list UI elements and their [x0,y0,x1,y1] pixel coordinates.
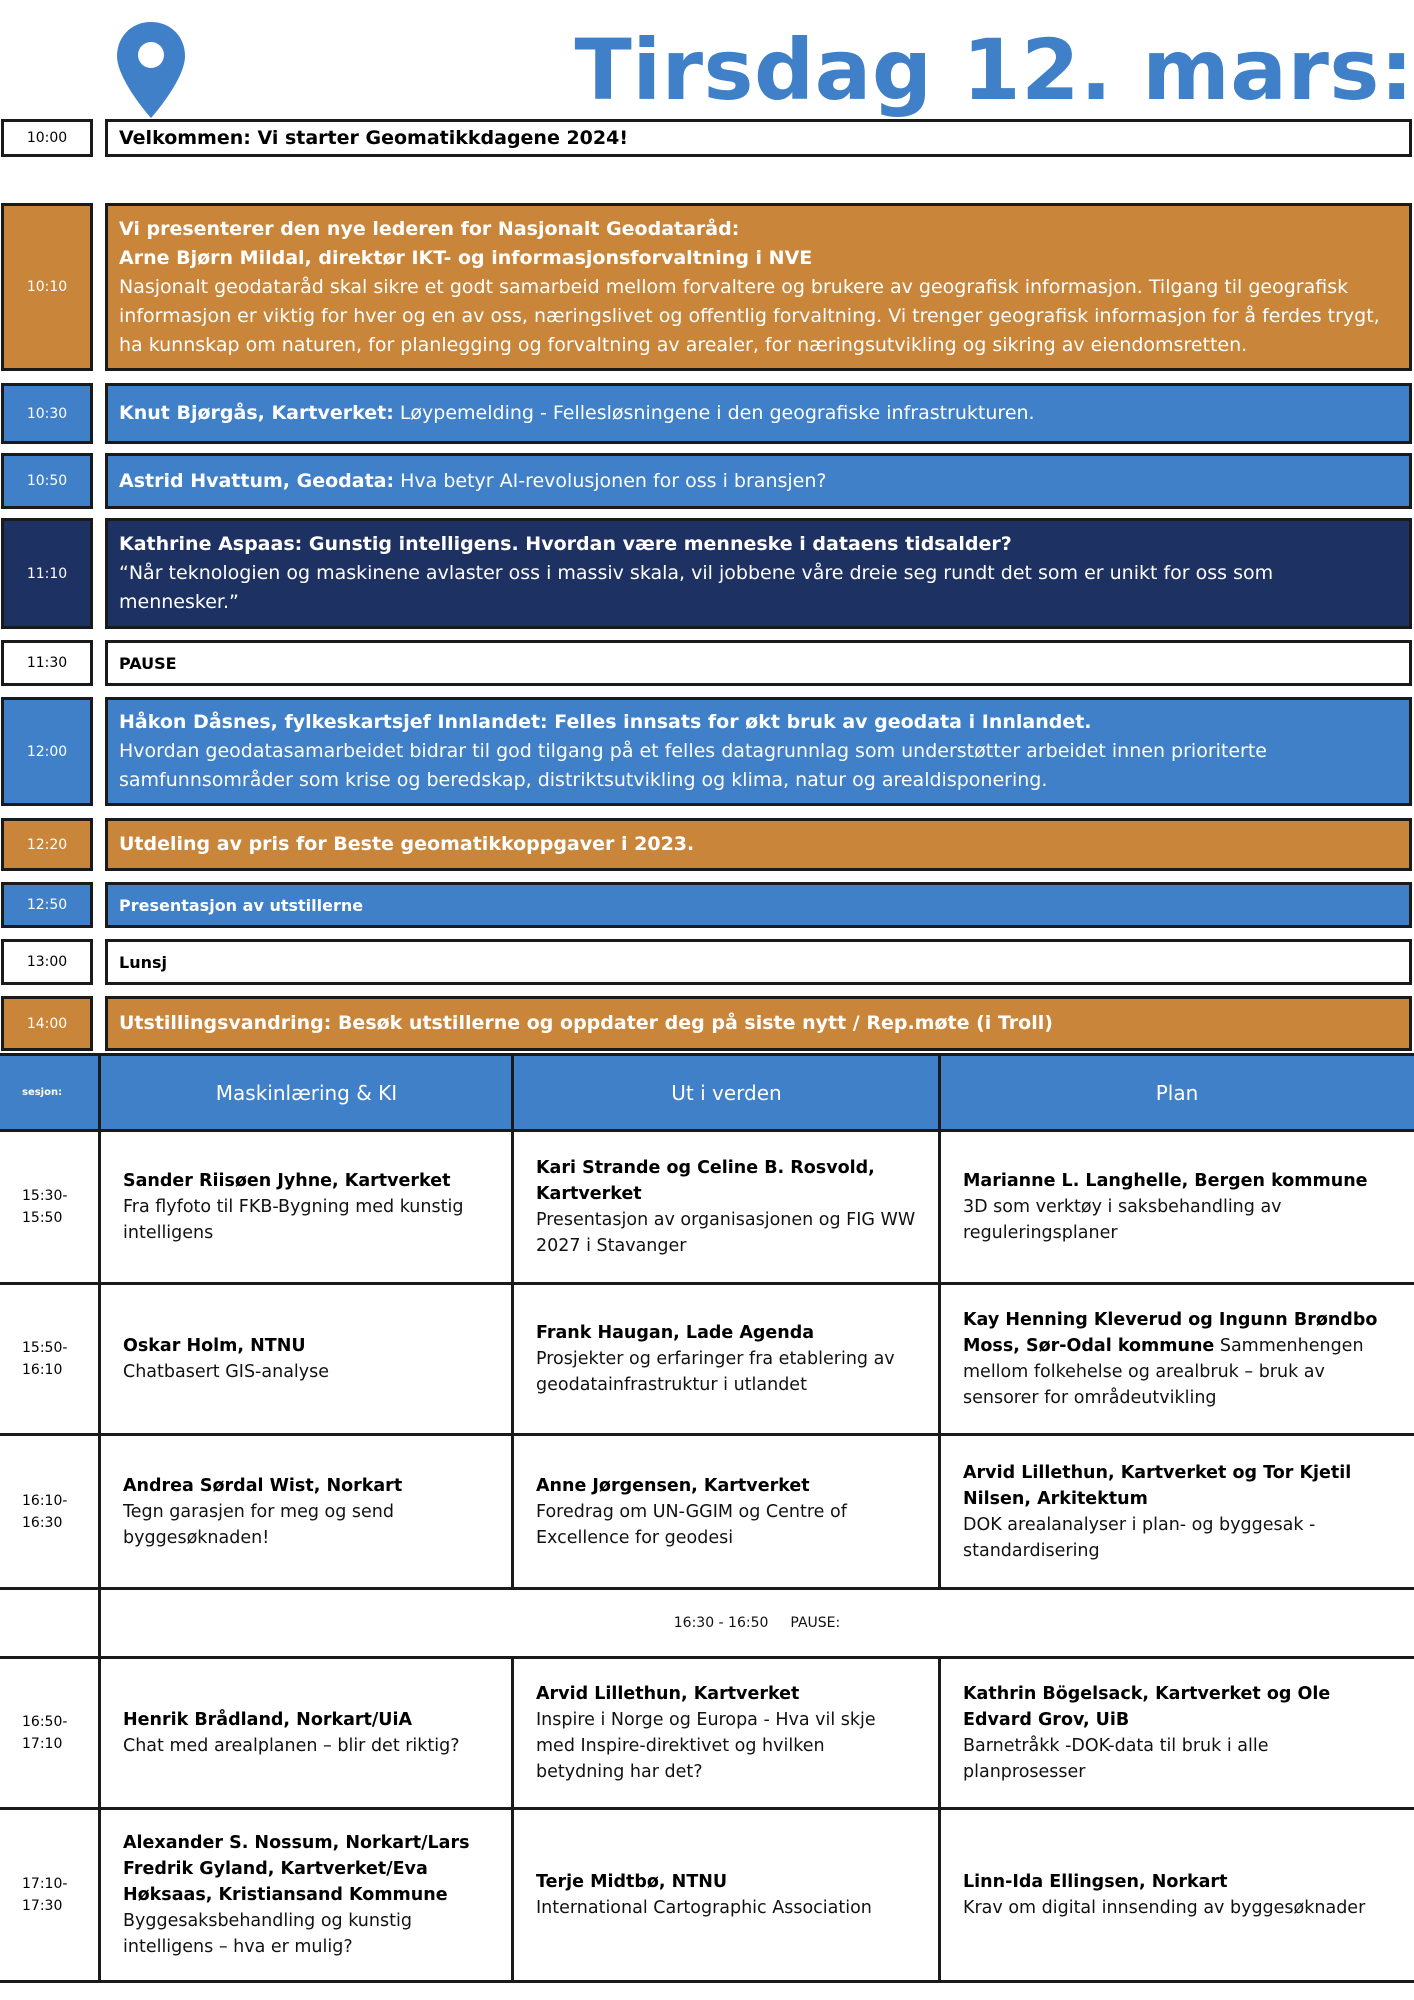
session-cell [101,1436,511,1587]
session-cell [941,1285,1414,1433]
session-cell [941,1436,1414,1587]
session-talk: Chatbasert GIS-analyse [123,1362,330,1382]
agenda-content [105,640,1412,686]
session-grid [0,1053,1414,1983]
session-label [0,1056,100,1129]
session-speaker: Alexander S. Nossum, Norkart/Lars Fredrik Gyland, Kartverket/Eva Høksaas, Kristiansand Kommune [123,1833,470,1905]
session-time: 16:10- 16:30 [22,1492,68,1531]
agenda-title: Kathrine Aspaas: Gunstig intelligens. Hvordan være menneske i dataens tidsalder? [119,533,1012,555]
agenda-row-1110 [0,518,1414,629]
track-header-plan: Plan [1155,1080,1199,1105]
agenda-description: Løypemelding - Fellesløsningene i den geografiske infrastrukturen. [393,402,1035,424]
session-talk: International Cartographic Association [536,1898,872,1918]
agenda-content [105,882,1412,928]
agenda-title: Utdeling av pris for Beste geomatikkoppgaver i 2023. [119,833,695,855]
agenda-row-1010 [0,203,1414,371]
session-talk: Krav om digital innsending av byggesøknader [963,1898,1366,1918]
agenda-content [105,697,1412,806]
time-cell: 10:50 [1,453,93,509]
track-header-ut-i-verden: Ut i verden [671,1080,782,1105]
pause-time: 16:30 - 16:50 [673,1615,769,1631]
time-cell: 14:00 [1,996,93,1051]
time-cell: 12:50 [1,882,93,928]
agenda-title-line: Vi presenterer den nye lederen for Nasjonalt Geodataråd: [119,217,740,240]
agenda-description: Hvordan geodatasamarbeidet bidrar til god tilgang på et felles datagrunnlag som understøtter arbeidet innen prioriterte samfunnsområder som krise og beredskap, distriktsutvikling og klima, natur og arealdisponering. [119,740,1267,791]
session-time: 15:50- 16:10 [22,1340,68,1378]
agenda-row-1030 [0,383,1414,444]
session-speaker: Kari Strande og Celine B. Rosvold, Kartverket [536,1158,875,1204]
agenda-title: Lunsj [119,952,167,972]
session-talk: Foredrag om UN-GGIM og Centre of Excellence for geodesi [536,1501,847,1548]
agenda-content [105,818,1412,871]
agenda-row-1400 [0,996,1414,1051]
session-speaker: Anne Jørgensen, Kartverket [536,1475,810,1496]
track-header-maskinlaering: Maskinlæring & KI [215,1080,398,1105]
session-talk: Barnetråkk -DOK-data til bruk i alle planprosesser [963,1736,1269,1782]
session-cell [941,1810,1414,1980]
session-speaker: Sander Riisøen Jyhne, Kartverket [123,1171,451,1191]
time-cell: 10:00 [1,119,93,157]
session-speaker: Andrea Sørdal Wist, Norkart [123,1475,403,1496]
agenda-content [105,203,1412,371]
session-speaker: Terje Midtbø, NTNU [536,1872,728,1892]
agenda-content [105,996,1412,1051]
session-cell [101,1659,511,1807]
session-talk: Chat med arealplanen – blir det riktig? [123,1736,460,1756]
agenda-title: Utstillingsvandring: Besøk utstillerne og oppdater deg på siste nytt / Rep.møte (i Troll) [119,1012,1053,1034]
session-talk: 3D som verktøy i saksbehandling av reguleringsplaner [963,1197,1282,1243]
agenda-content [105,119,1412,157]
time-cell: 12:20 [1,818,93,871]
session-label-text: sesjon: [22,1087,63,1098]
session-cell [514,1659,938,1807]
session-talk: Inspire i Norge og Europa - Hva vil skje med Inspire-direktivet og hvilken betydning har det? [536,1710,876,1782]
session-talk: Sammenhengen mellom folkehelse og arealbruk – bruk av sensorer for områdeutvikling [963,1336,1364,1408]
session-speaker: Linn-Ida Ellingsen, Norkart [963,1872,1228,1892]
time-cell: 12:00 [1,697,93,806]
session-talk: Prosjekter og erfaringer fra etablering av geodatainfrastruktur i utlandet [536,1349,895,1395]
session-cell [941,1659,1414,1807]
session-talk: Byggesaksbehandling og kunstig intelligens – hva er mulig? [123,1911,412,1957]
session-speaker: Frank Haugan, Lade Agenda [536,1323,815,1343]
time-cell: 10:30 [1,383,93,444]
agenda-content [105,518,1412,629]
agenda-speaker: Knut Bjørgås, Kartverket: [119,402,394,424]
agenda-content [105,453,1412,509]
session-speaker: Arvid Lillethun, Kartverket [536,1684,800,1704]
time-cell: 11:30 [1,640,93,686]
agenda-title-line: Arne Bjørn Mildal, direktør IKT- og informasjonsforvaltning i NVE [119,246,813,269]
session-cell [101,1285,511,1433]
agenda-title: PAUSE [119,653,177,673]
time-cell: 13:00 [1,939,93,985]
pause-label: PAUSE: [790,1615,841,1631]
session-talk: Presentasjon av organisasjonen og FIG WW 2027 i Stavanger [536,1210,916,1256]
map-pin-icon [115,20,187,120]
agenda-description: Nasjonalt geodataråd skal sikre et godt samarbeid mellom forvaltere og brukere av geografisk informasjon. Tilgang til geografisk informasjon er viktig for hver og en av oss, næringslivet og offentlig forvaltning. Vi trenger geografisk informasjon for å ferdes trygt, ha kunnskap om naturen, for planlegging og forvaltning av arealer, for næringsutvikling og sikring av eiendomsretten. [119,275,1380,356]
page-title: Tirsdag 12. mars: [574,21,1414,119]
agenda-row-1000 [0,119,1414,157]
session-time: 16:50- 17:10 [22,1714,68,1752]
session-time: 15:30- 15:50 [22,1188,68,1226]
time-cell: 11:10 [1,518,93,629]
session-talk: Fra flyfoto til FKB-Bygning med kunstig intelligens [123,1197,464,1243]
agenda-title: Presentasjon av utstillerne [119,895,364,915]
agenda-row-1300 [0,939,1414,985]
agenda-row-1250 [0,882,1414,928]
session-speaker: Arvid Lillethun, Kartverket og Tor Kjetil Nilsen, Arkitektum [963,1462,1352,1509]
agenda-row-1220 [0,818,1414,871]
session-speaker: Marianne L. Langhelle, Bergen kommune [963,1171,1368,1191]
session-speaker: Kathrin Bögelsack, Kartverket og Ole Edvard Grov, UiB [963,1684,1331,1730]
session-cell [101,1132,511,1282]
session-talk: DOK arealanalyser i plan- og byggesak - standardisering [963,1514,1316,1561]
session-speaker: Oskar Holm, NTNU [123,1336,306,1356]
agenda-description: “Når teknologien og maskinene avlaster oss i massiv skala, vil jobbene våre dreie seg rundt det som er unikt for oss som mennesker.” [119,562,1274,613]
session-cell [514,1132,938,1282]
session-cell [941,1132,1414,1282]
session-speaker: Henrik Brådland, Norkart/UiA [123,1710,413,1730]
session-cell [101,1810,511,1980]
agenda-content [105,383,1412,444]
agenda-row-1200 [0,697,1414,806]
agenda-title: Velkommen: Vi starter Geomatikkdagene 2024! [119,126,629,149]
session-talk: Tegn garasjen for meg og send byggesøknaden! [123,1501,394,1548]
agenda-speaker: Astrid Hvattum, Geodata: [119,469,395,492]
session-speaker: Kay Henning Kleverud og Ingunn Brøndbo Moss, Sør-Odal kommune [963,1310,1378,1356]
time-cell: 10:10 [1,203,93,371]
session-cell [514,1810,938,1980]
session-cell [514,1436,938,1587]
agenda-title: Håkon Dåsnes, fylkeskartsjef Innlandet: Felles innsats for økt bruk av geodata i Innlandet. [119,711,1092,733]
agenda-row-1050 [0,453,1414,509]
agenda-content [105,939,1412,985]
session-time: 17:10- 17:30 [22,1876,68,1914]
session-pause [100,1590,1414,1656]
agenda-row-1130 [0,640,1414,686]
agenda-description: Hva betyr AI-revolusjonen for oss i bransjen? [394,469,827,492]
session-cell [514,1285,938,1433]
